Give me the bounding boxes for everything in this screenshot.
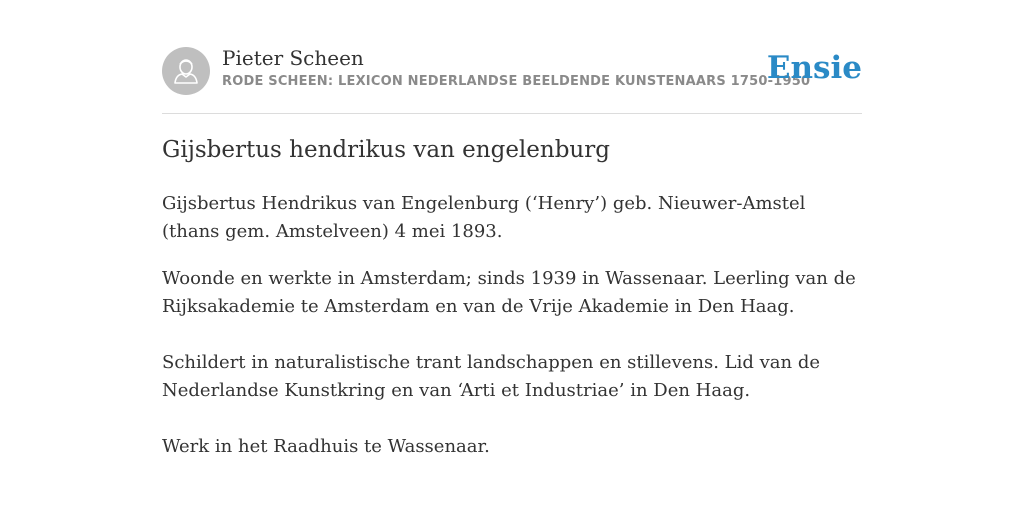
user-icon [162, 47, 210, 95]
article-title: Gijsbertus hendrikus van engelenburg [162, 137, 610, 163]
source-title[interactable]: RODE SCHEEN: LEXICON NEDERLANDSE BEELDENDE KUNSTENAARS 1750-1950 [222, 74, 811, 89]
article-paragraph: Woonde en werkte in Amsterdam; sinds 1939 in Wassenaar. Leerling van de Rijksakademie te Amsterdam en van de Vrije Akademie in Den Haag. [162, 268, 856, 317]
author-name[interactable]: Pieter Scheen [222, 46, 364, 70]
article-paragraph: Gijsbertus Hendrikus van Engelenburg (‘Henry’) geb. Nieuwer-Amstel (thans gem. Amstelveen) 4 mei 1893. [162, 193, 806, 242]
article-paragraph: Werk in het Raadhuis te Wassenaar. [162, 436, 490, 457]
author-avatar[interactable] [162, 47, 210, 95]
article-paragraph: Schildert in naturalistische trant landschappen en stillevens. Lid van de Nederlandse Kunstkring en van ‘Arti et Industriae’ in Den Haag. [162, 352, 821, 401]
author-header [162, 46, 862, 96]
ensie-logo[interactable]: Ensie [766, 50, 862, 86]
header-divider [162, 113, 862, 114]
